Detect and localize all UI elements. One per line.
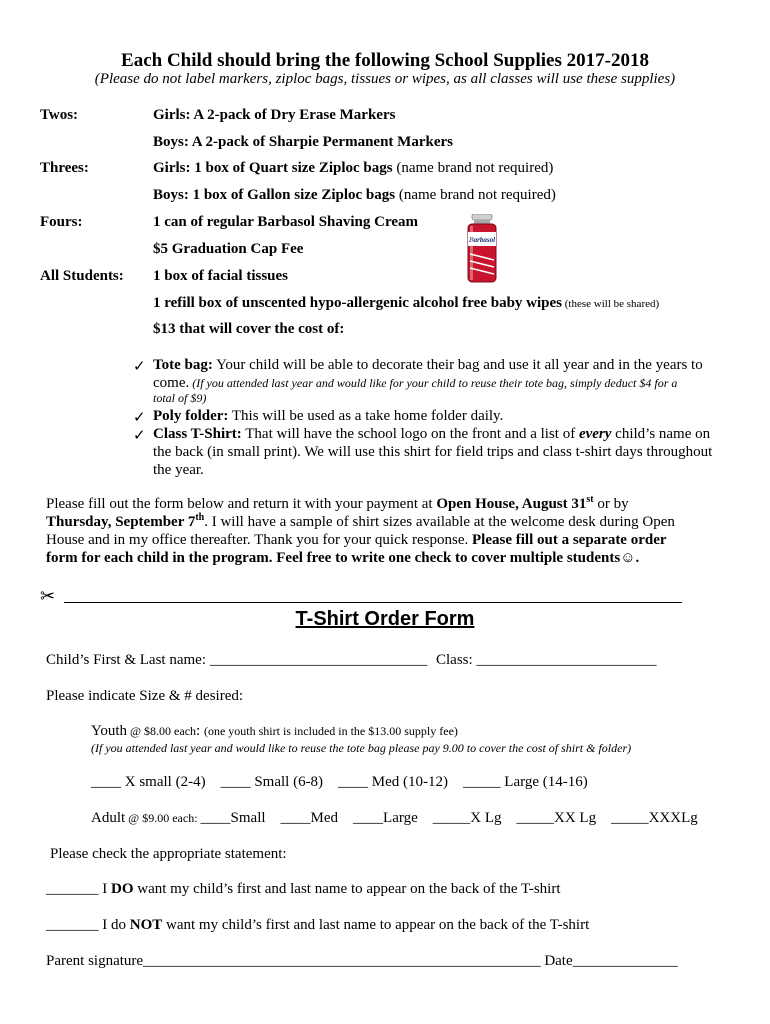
child-name-field[interactable]: Child’s First & Last name: _____________________________ [46, 652, 428, 668]
scissors-icon: ✂ [40, 586, 56, 606]
statement-prompt: Please check the appropriate statement: [50, 846, 287, 862]
page-title: Each Child should bring the following School Supplies 2017-2018 [121, 50, 649, 71]
youth-pricing-line: Youth @ $8.00 each: (one youth shirt is included in the $13.00 supply fee) [91, 723, 458, 739]
instructions-line1: Please fill out the form below and return it with your payment at Open House, August 31st or by [46, 494, 629, 512]
all-fee-item: $13 that will cover the cost of: [153, 321, 345, 337]
class-field[interactable]: Class: ________________________ [436, 652, 657, 668]
instructions-line4: form for each child in the program. Feel free to write one check to cover multiple students☺. [46, 550, 640, 566]
twos-girls-item: Girls: A 2-pack of Dry Erase Markers [153, 107, 396, 123]
tote-bag-item: Tote bag: Your child will be able to decorate their bag and use it all year and in the years to [153, 357, 703, 373]
do-show-name-option[interactable]: _______ I DO want my child’s first and last name to appear on the back of the T-shirt [46, 881, 561, 897]
checkmark-icon: ✓ [133, 410, 146, 426]
youth-tote-note: (If you attended last year and would like to reuse the tote bag please pay 9.00 to cover the cost of shirt & folder) [91, 741, 632, 755]
poly-folder-item: Poly folder: This will be used as a take home folder daily. [153, 408, 504, 424]
class-tshirt-item-line3: the year. [153, 462, 204, 478]
checkmark-icon: ✓ [133, 359, 146, 375]
fours-label: Fours: [40, 214, 83, 230]
youth-size-fields[interactable]: ____ X small (2-4) ____ Small (6-8) ____ Med (10-12) _____ Large (14-16) [91, 774, 588, 790]
all-wipes-item: 1 refill box of unscented hypo-allergenic alcohol free baby wipes (these will be shared) [153, 295, 660, 311]
checkmark-icon: ✓ [133, 428, 146, 444]
threes-boys-item: Boys: 1 box of Gallon size Ziploc bags (name brand not required) [153, 187, 556, 203]
parent-signature-field[interactable]: Parent signature_____________________________________________________ Date______________ [46, 953, 678, 969]
all-students-label: All Students: [40, 268, 124, 284]
fours-graduation-fee-item: $5 Graduation Cap Fee [153, 241, 304, 257]
form-title: T-Shirt Order Form [295, 608, 475, 630]
adult-size-fields[interactable]: Adult @ $9.00 each: ____Small ____Med ____Large _____X Lg _____XX Lg _____XXXLg [91, 810, 698, 826]
class-tshirt-item: Class T-Shirt: That will have the school logo on the front and a list of every child’s name on [153, 426, 711, 442]
size-prompt: Please indicate Size & # desired: [46, 688, 244, 704]
instructions-line2: Thursday, September 7th. I will have a sample of shirt sizes available at the welcome desk during Open [46, 512, 675, 530]
tote-bag-note-cont: total of $9) [153, 391, 207, 405]
instructions-line3: House and in my office thereafter. Thank you for your quick response. Please fill out a separate order [46, 532, 667, 548]
twos-label: Twos: [40, 107, 79, 123]
tote-bag-item-cont: come. (If you attended last year and would like for your child to reuse their tote bag, simply deduct $4 for a [153, 375, 678, 391]
cut-line [64, 602, 682, 603]
threes-label: Threes: [40, 160, 89, 176]
twos-boys-item: Boys: A 2-pack of Sharpie Permanent Markers [153, 134, 453, 150]
class-tshirt-item-line2: the back (in small print). We will use this shirt for field trips and class t-shirt days throughout [153, 444, 713, 460]
fours-shaving-cream-item: 1 can of regular Barbasol Shaving Cream [153, 214, 419, 230]
shaving-cream-can-image [460, 214, 504, 284]
threes-girls-item: Girls: 1 box of Quart size Ziploc bags (name brand not required) [153, 160, 554, 176]
all-tissues-item: 1 box of facial tissues [153, 268, 288, 284]
page-subtitle: (Please do not label markers, ziploc bags, tissues or wipes, as all classes will use these supplies) [94, 71, 676, 87]
do-not-show-name-option[interactable]: _______ I do NOT want my child’s first and last name to appear on the back of the T-shirt [46, 917, 590, 933]
can-brand-label: Barbasol [468, 236, 496, 244]
